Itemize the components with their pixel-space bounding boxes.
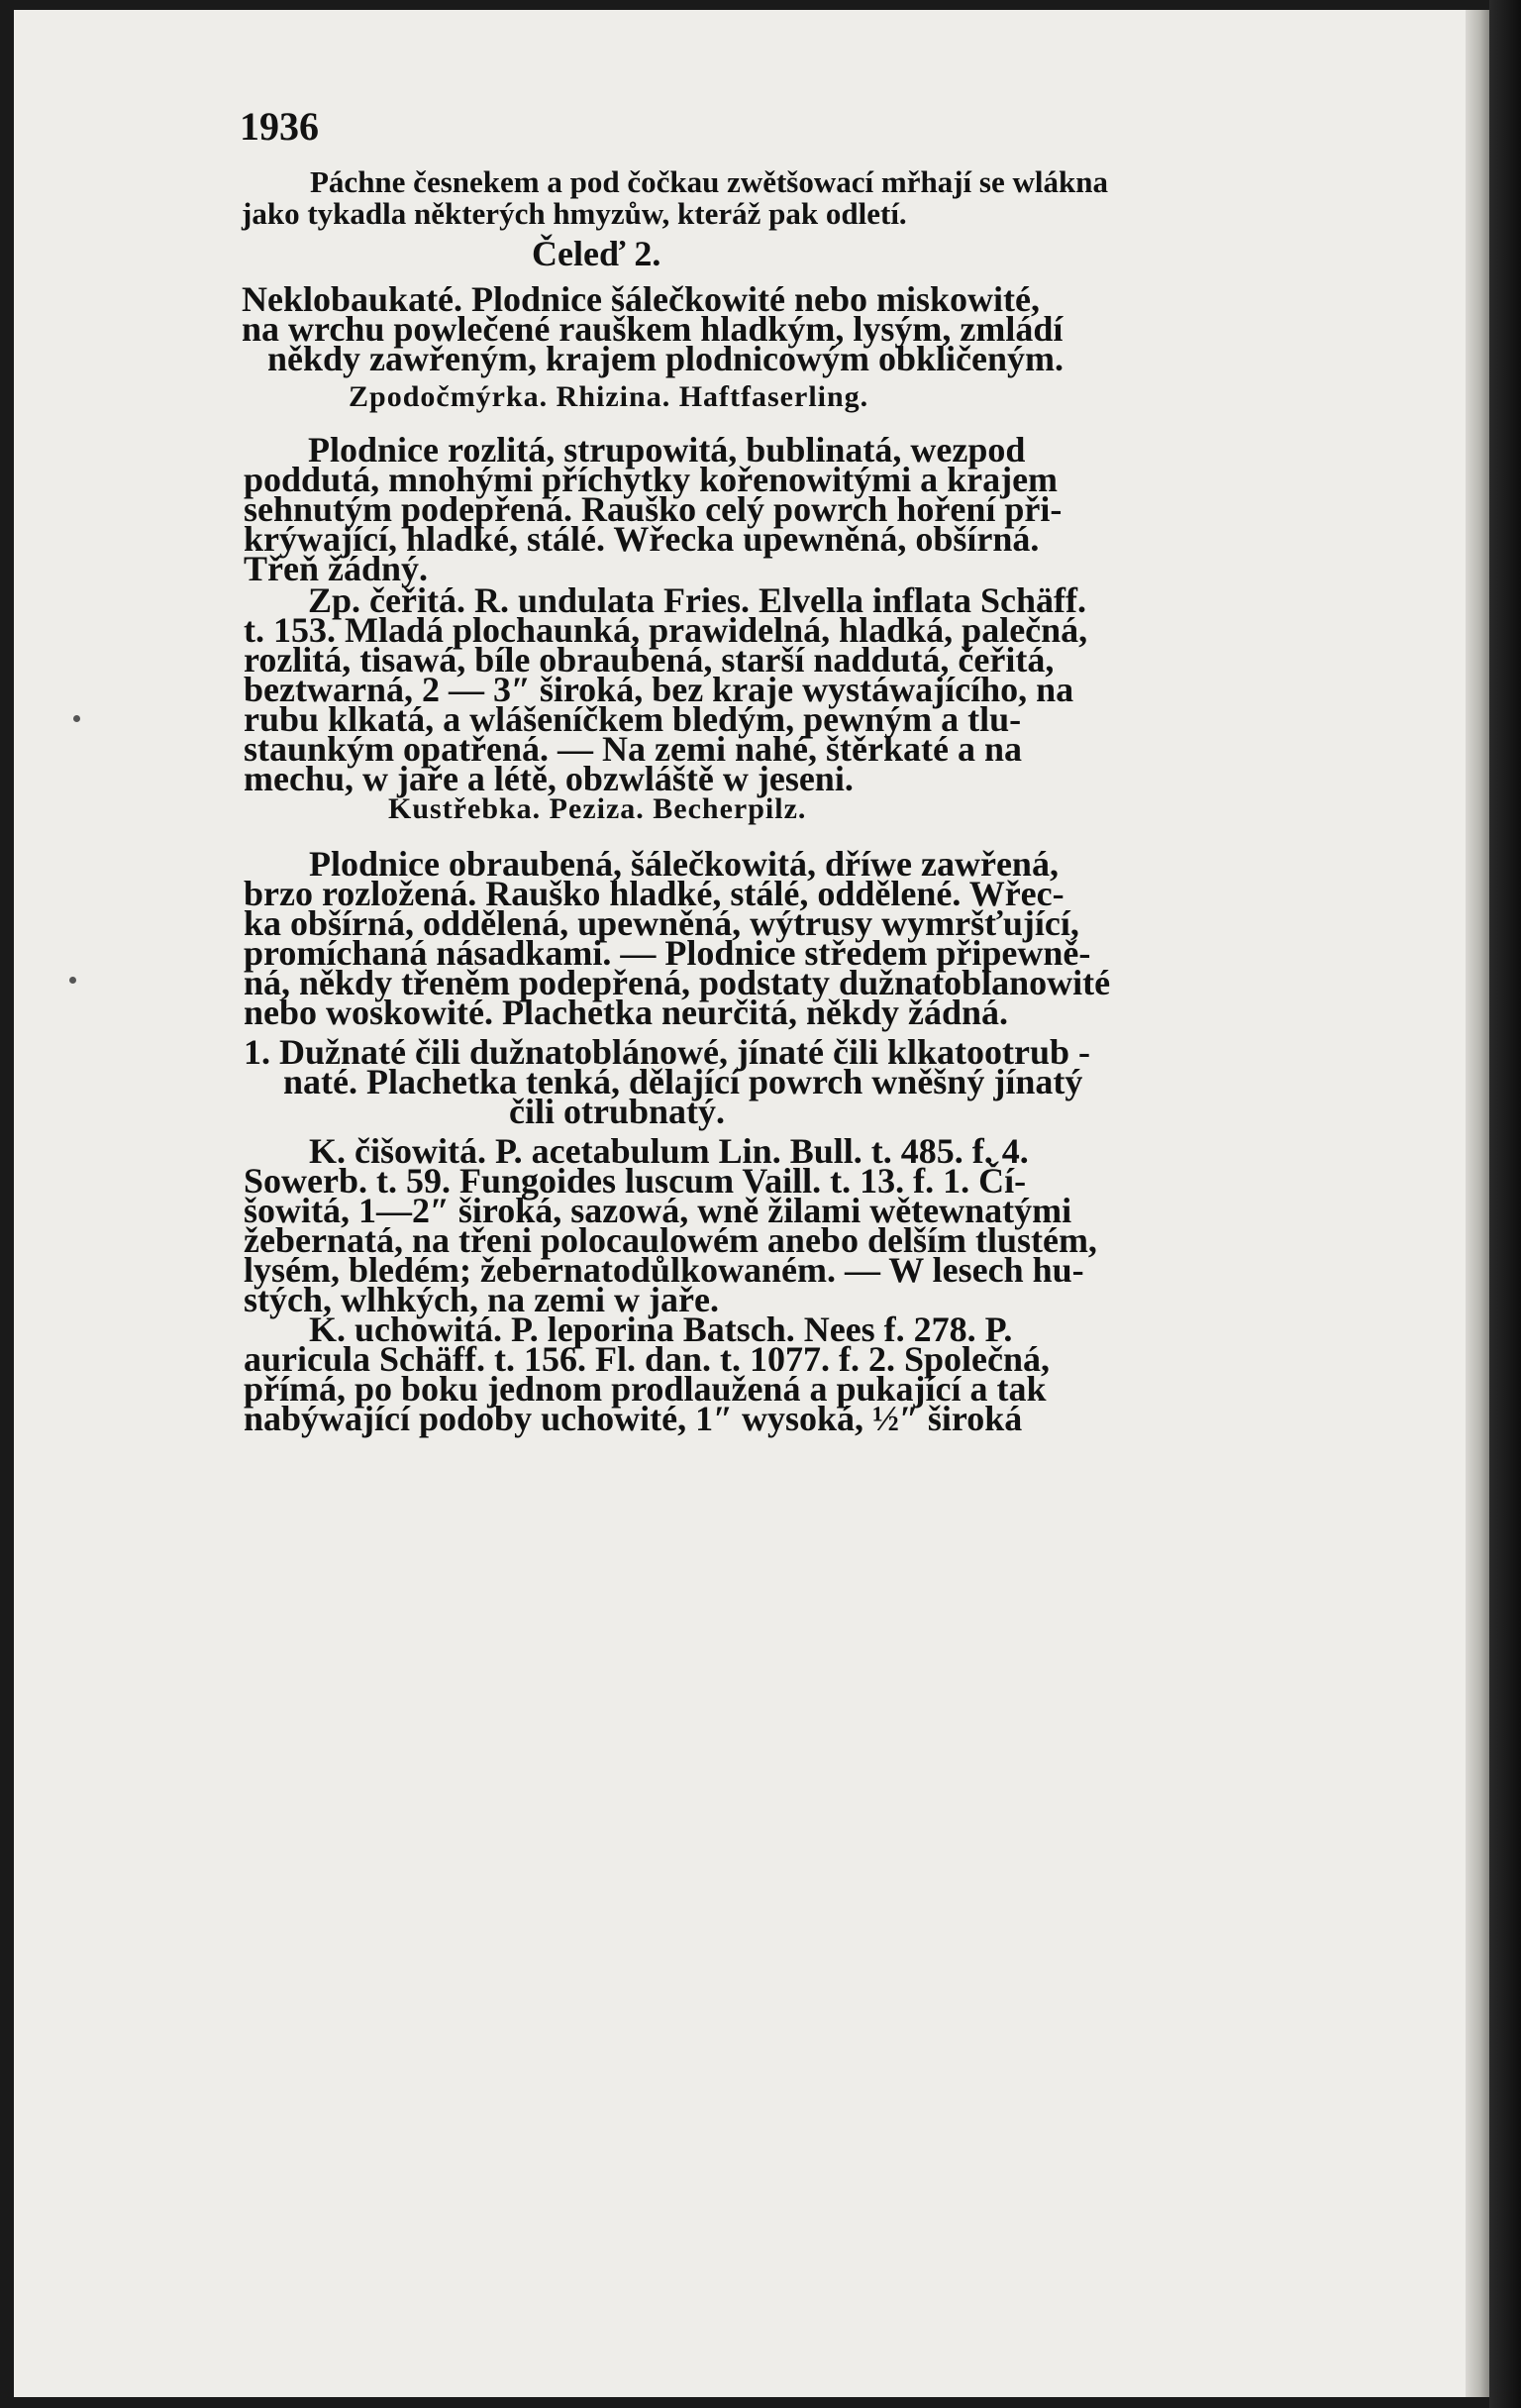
text-line: poddutá, mnohými příchytky kořenowitými a krajem — [244, 460, 1059, 499]
text-line: sehnutým podepřená. Rauško celý powrch hoření při- — [244, 489, 1063, 529]
genus-heading: Kustřebka. Peziza. Becherpilz. — [388, 792, 807, 825]
text-line: beztwarná, 2 — 3″ široká, bez kraje wystáwajícího, na — [244, 670, 1074, 709]
text-line: 1. Dužnaté čili dužnatoblánowé, jínaté čili klkatootrub - — [244, 1032, 1091, 1072]
text-line: mechu, w jaře a létě, obzwláště w jeseni. — [244, 759, 854, 798]
speck-mark — [73, 715, 80, 722]
book-page — [14, 10, 1489, 2397]
text-line: Sowerb. t. 59. Fungoides luscum Vaill. t. 13. f. 1. Čí- — [244, 1161, 1027, 1201]
text-line: rubu klkatá, a wlášeníčkem bledým, pewným a tlu- — [244, 699, 1022, 739]
text-line: nabýwající podoby uchowité, 1″ wysoká, ½″ široká — [244, 1399, 1023, 1438]
text-line: žebernatá, na třeni polocaulowém anebo delším tlustém, — [244, 1220, 1097, 1260]
text-line: rozlitá, tisawá, bíle obraubená, starší naddutá, čeřitá, — [244, 640, 1055, 680]
section-heading: Čeleď 2. — [532, 234, 661, 273]
text-line: staunkým opatřená. — Na zemi nahé, štěrkaté a na — [244, 729, 1022, 769]
text-line: Plodnice obraubená, šálečkowitá, dříwe zawřená, — [309, 844, 1059, 884]
text-line: Neklobaukaté. Plodnice šálečkowité nebo miskowité, — [242, 279, 1040, 319]
page-number: 1936 — [240, 104, 319, 149]
text-line: auricula Schäff. t. 156. Fl. dan. t. 1077. f. 2. Společná, — [244, 1339, 1051, 1379]
page-text — [14, 10, 1489, 2397]
text-line: ná, někdy třeněm podepřená, podstaty dužnatoblanowité — [244, 963, 1111, 1002]
text-line: šowitá, 1—2″ široká, sazowá, wně žilami wětewnatými — [244, 1191, 1072, 1230]
scan-border — [1489, 0, 1521, 2408]
text-line: Zp. čeřitá. R. undulata Fries. Elvella inflata Schäff. — [308, 580, 1086, 620]
genus-heading: Zpodočmýrka. Rhizina. Haftfaserling. — [349, 380, 869, 413]
text-line: Třeň žádný. — [244, 549, 429, 588]
text-line: nebo woskowité. Plachetka neurčitá, někdy žádná. — [244, 993, 1009, 1032]
text-line: K. čišowitá. P. acetabulum Lin. Bull. t. 485. f. 4. — [309, 1131, 1029, 1171]
text-line: jako tykadla některých hmyzůw, kteráž pak odletí. — [242, 196, 907, 231]
text-line: brzo rozložená. Rauško hladké, stálé, oddělené. Wřec- — [244, 874, 1065, 913]
text-line: někdy zawřeným, krajem plodnicowým obkličeným. — [267, 339, 1064, 378]
text-line: krýwající, hladké, stálé. Wřecka upewněná, obšírná. — [244, 519, 1040, 559]
text-line: stých, wlhkých, na zemi w jaře. — [244, 1280, 719, 1319]
text-line: ka obšírná, oddělená, upewněná, wýtrusy wymršťující, — [244, 903, 1079, 943]
text-line: čili otrubnatý. — [509, 1092, 726, 1131]
text-line: na wrchu powlečené rauškem hladkým, lysým, zmládí — [242, 309, 1064, 349]
text-line: promíchaná násadkami. — Plodnice středem připewně- — [244, 933, 1091, 973]
speck-mark — [69, 977, 76, 984]
text-line: Plodnice rozlitá, strupowitá, bublinatá, wezpod — [308, 430, 1026, 470]
text-line: K. uchowitá. P. leporina Batsch. Nees f. 278. P. — [309, 1309, 1013, 1349]
text-line: lysém, bledém; žebernatodůlkowaném. — W lesech hu- — [244, 1250, 1084, 1290]
text-line: t. 153. Mladá plochaunká, prawidelná, hladká, palečná, — [244, 610, 1088, 650]
text-line: přímá, po boku jednom prodlaužená a pukající a tak — [244, 1369, 1047, 1409]
text-line: naté. Plachetka tenká, dělající powrch wněšný jínatý — [283, 1062, 1083, 1101]
text-line: Páchne česnekem a pod čočkau zwětšowací mřhají se wlákna — [310, 164, 1108, 199]
